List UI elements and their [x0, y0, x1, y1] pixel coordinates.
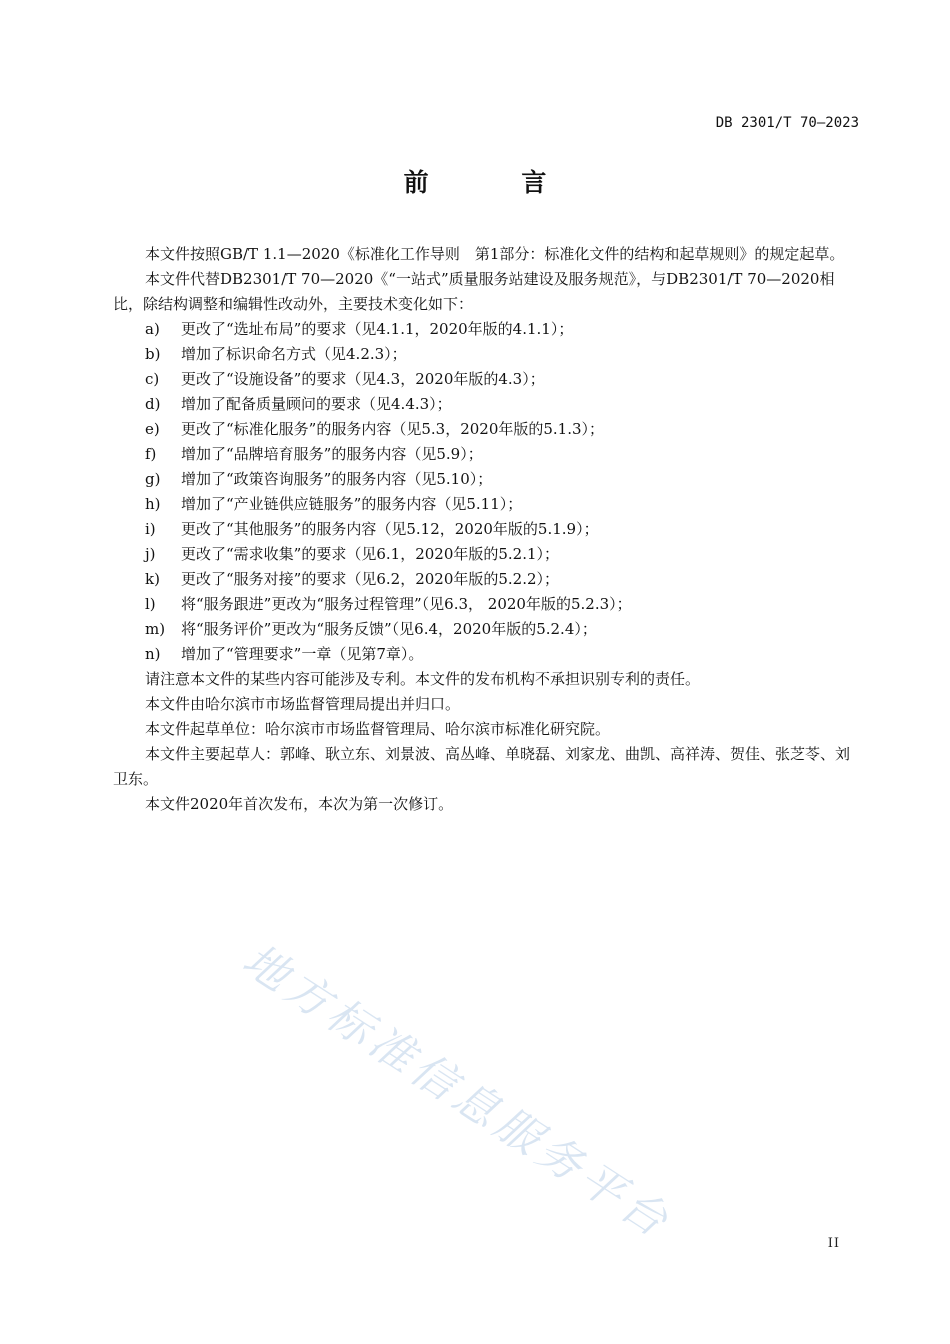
list-item-text: 将“服务跟进”更改为“服务过程管理”（见6.3， 2020年版的5.2.3）； — [181, 595, 632, 613]
document-body — [113, 242, 859, 817]
drafters-paragraph: 本文件主要起草人：郭峰、耿立东、刘景波、高丛峰、单晓磊、刘家龙、曲凯、高祥涛、贺佳、张芝苓、刘卫东。 — [113, 745, 851, 788]
list-item — [113, 517, 859, 542]
list-marker: b) — [145, 345, 161, 363]
intro-paragraph: 本文件按照GB/T 1.1—2020《标准化工作导则 第1部分：标准化文件的结构和起草规则》的规定起草。 — [145, 245, 845, 263]
list-marker: k) — [145, 570, 160, 588]
list-marker: a) — [145, 320, 160, 338]
list-item — [113, 567, 859, 592]
list-item — [113, 492, 859, 517]
list-marker: h) — [145, 495, 161, 513]
page-title: 前 言 — [403, 168, 589, 197]
list-item-text: 增加了“政策咨询服务”的服务内容（见5.10）； — [181, 470, 493, 488]
list-item — [113, 642, 859, 667]
list-marker: f) — [145, 445, 157, 463]
page-number: II — [827, 1236, 840, 1251]
watermark: 地方标准信息服务平台 — [233, 934, 681, 1250]
list-item — [113, 617, 859, 642]
list-item-text: 更改了“其他服务”的服务内容（见5.12，2020年版的5.1.9）； — [181, 520, 599, 538]
list-item-text: 更改了“标准化服务”的服务内容（见5.3，2020年版的5.1.3）； — [181, 420, 605, 438]
list-item-text: 更改了“设施设备”的要求（见4.3，2020年版的4.3）； — [181, 370, 545, 388]
list-item — [113, 367, 859, 392]
list-marker: e) — [145, 420, 160, 438]
change-list — [113, 317, 859, 667]
drafting-unit-paragraph: 本文件起草单位：哈尔滨市市场监督管理局、哈尔滨市标准化研究院。 — [145, 720, 611, 738]
release-history-paragraph: 本文件2020年首次发布，本次为第一次修订。 — [145, 795, 454, 813]
list-item-text: 将“服务评价”更改为“服务反馈”（见6.4，2020年版的5.2.4）； — [181, 620, 597, 638]
list-item — [113, 467, 859, 492]
list-marker: j) — [145, 545, 156, 563]
list-item-text: 增加了“品牌培育服务”的服务内容（见5.9）； — [181, 445, 483, 463]
list-item — [113, 342, 859, 367]
list-item — [113, 442, 859, 467]
list-marker: i) — [145, 520, 156, 538]
list-marker: l) — [145, 595, 156, 613]
list-item — [113, 592, 859, 617]
list-item-text: 更改了“服务对接”的要求（见6.2，2020年版的5.2.2）； — [181, 570, 560, 588]
list-marker: d) — [145, 395, 161, 413]
list-marker: n) — [145, 645, 161, 663]
patent-notice: 请注意本文件的某些内容可能涉及专利。本文件的发布机构不承担识别专利的责任。 — [145, 670, 701, 688]
list-marker: c) — [145, 370, 160, 388]
list-marker: g) — [145, 470, 161, 488]
list-item — [113, 417, 859, 442]
list-item-text: 增加了“产业链供应链服务”的服务内容（见5.11）； — [181, 495, 523, 513]
list-item-text: 增加了配备质量顾问的要求（见4.4.3）； — [181, 395, 452, 413]
list-item-text: 增加了标识命名方式（见4.2.3）； — [181, 345, 407, 363]
list-marker: m) — [145, 620, 166, 638]
list-item-text: 增加了“管理要求”一章（见第7章）。 — [181, 645, 424, 663]
list-item — [113, 392, 859, 417]
list-item — [113, 317, 859, 342]
list-item-text: 更改了“需求收集”的要求（见6.1，2020年版的5.2.1）； — [181, 545, 560, 563]
list-item — [113, 542, 859, 567]
list-item-text: 更改了“选址布局”的要求（见4.1.1，2020年版的4.1.1）； — [181, 320, 574, 338]
intro-paragraph: 本文件代替DB2301/T 70—2020《“一站式”质量服务站建设及服务规范》，与DB2301/T 70—2020相比，除结构调整和编辑性改动外，主要技术变化如下： — [113, 270, 835, 313]
proposer-paragraph: 本文件由哈尔滨市市场监督管理局提出并归口。 — [145, 695, 461, 713]
document-code: DB 2301/T 70—2023 — [715, 115, 859, 131]
